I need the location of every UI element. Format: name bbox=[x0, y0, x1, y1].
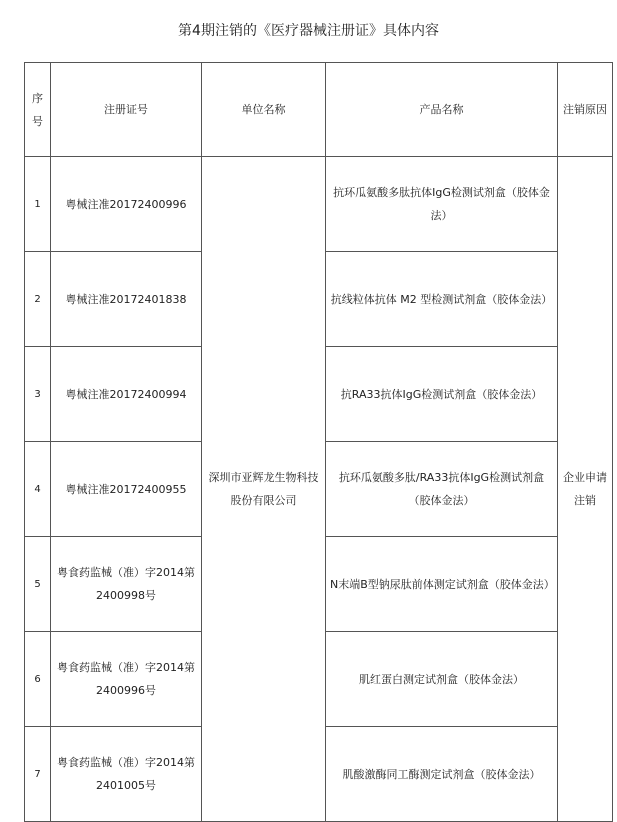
row-seq: 1 bbox=[25, 157, 51, 252]
row-product: 抗环瓜氨酸多肽/RA33抗体IgG检测试剂盒（胶体金法） bbox=[326, 442, 558, 537]
header-reason: 注销原因 bbox=[558, 63, 613, 157]
row-seq: 3 bbox=[25, 347, 51, 442]
row-reg-no: 粤食药监械（准）字2014第2400996号 bbox=[51, 632, 202, 727]
row-reg-no: 粤械注准20172401838 bbox=[51, 252, 202, 347]
row-product: 肌红蛋白测定试剂盒（胶体金法） bbox=[326, 632, 558, 727]
row-reg-no: 粤械注准20172400994 bbox=[51, 347, 202, 442]
table-row bbox=[25, 157, 613, 252]
row-product: 肌酸激酶同工酶测定试剂盒（胶体金法） bbox=[326, 727, 558, 822]
row-reg-no: 粤食药监械（准）字2014第2401005号 bbox=[51, 727, 202, 822]
row-product: N末端B型钠尿肽前体测定试剂盒（胶体金法） bbox=[326, 537, 558, 632]
row-seq: 5 bbox=[25, 537, 51, 632]
page-title: 第4期注销的《医疗器械注册证》具体内容 bbox=[178, 23, 439, 39]
header-product: 产品名称 bbox=[326, 63, 558, 157]
row-reg-no: 粤械注准20172400996 bbox=[51, 157, 202, 252]
header-reg-no: 注册证号 bbox=[51, 63, 202, 157]
row-seq: 6 bbox=[25, 632, 51, 727]
row-seq: 2 bbox=[25, 252, 51, 347]
row-seq: 4 bbox=[25, 442, 51, 537]
row-product: 抗环瓜氨酸多肽抗体IgG检测试剂盒（胶体金法） bbox=[326, 157, 558, 252]
row-seq: 7 bbox=[25, 727, 51, 822]
header-company: 单位名称 bbox=[202, 63, 326, 157]
row-product: 抗线粒体抗体 M2 型检测试剂盒（胶体金法） bbox=[326, 252, 558, 347]
row-product: 抗RA33抗体IgG检测试剂盒（胶体金法） bbox=[326, 347, 558, 442]
reason-cell: 企业申请注销 bbox=[558, 157, 613, 822]
row-reg-no: 粤食药监械（准）字2014第2400998号 bbox=[51, 537, 202, 632]
company-cell: 深圳市亚辉龙生物科技股份有限公司 bbox=[202, 157, 326, 822]
table-header-row bbox=[25, 63, 613, 157]
row-reg-no: 粤械注准20172400955 bbox=[51, 442, 202, 537]
header-seq: 序号 bbox=[25, 63, 51, 157]
cancelled-certificates-table bbox=[24, 62, 613, 822]
